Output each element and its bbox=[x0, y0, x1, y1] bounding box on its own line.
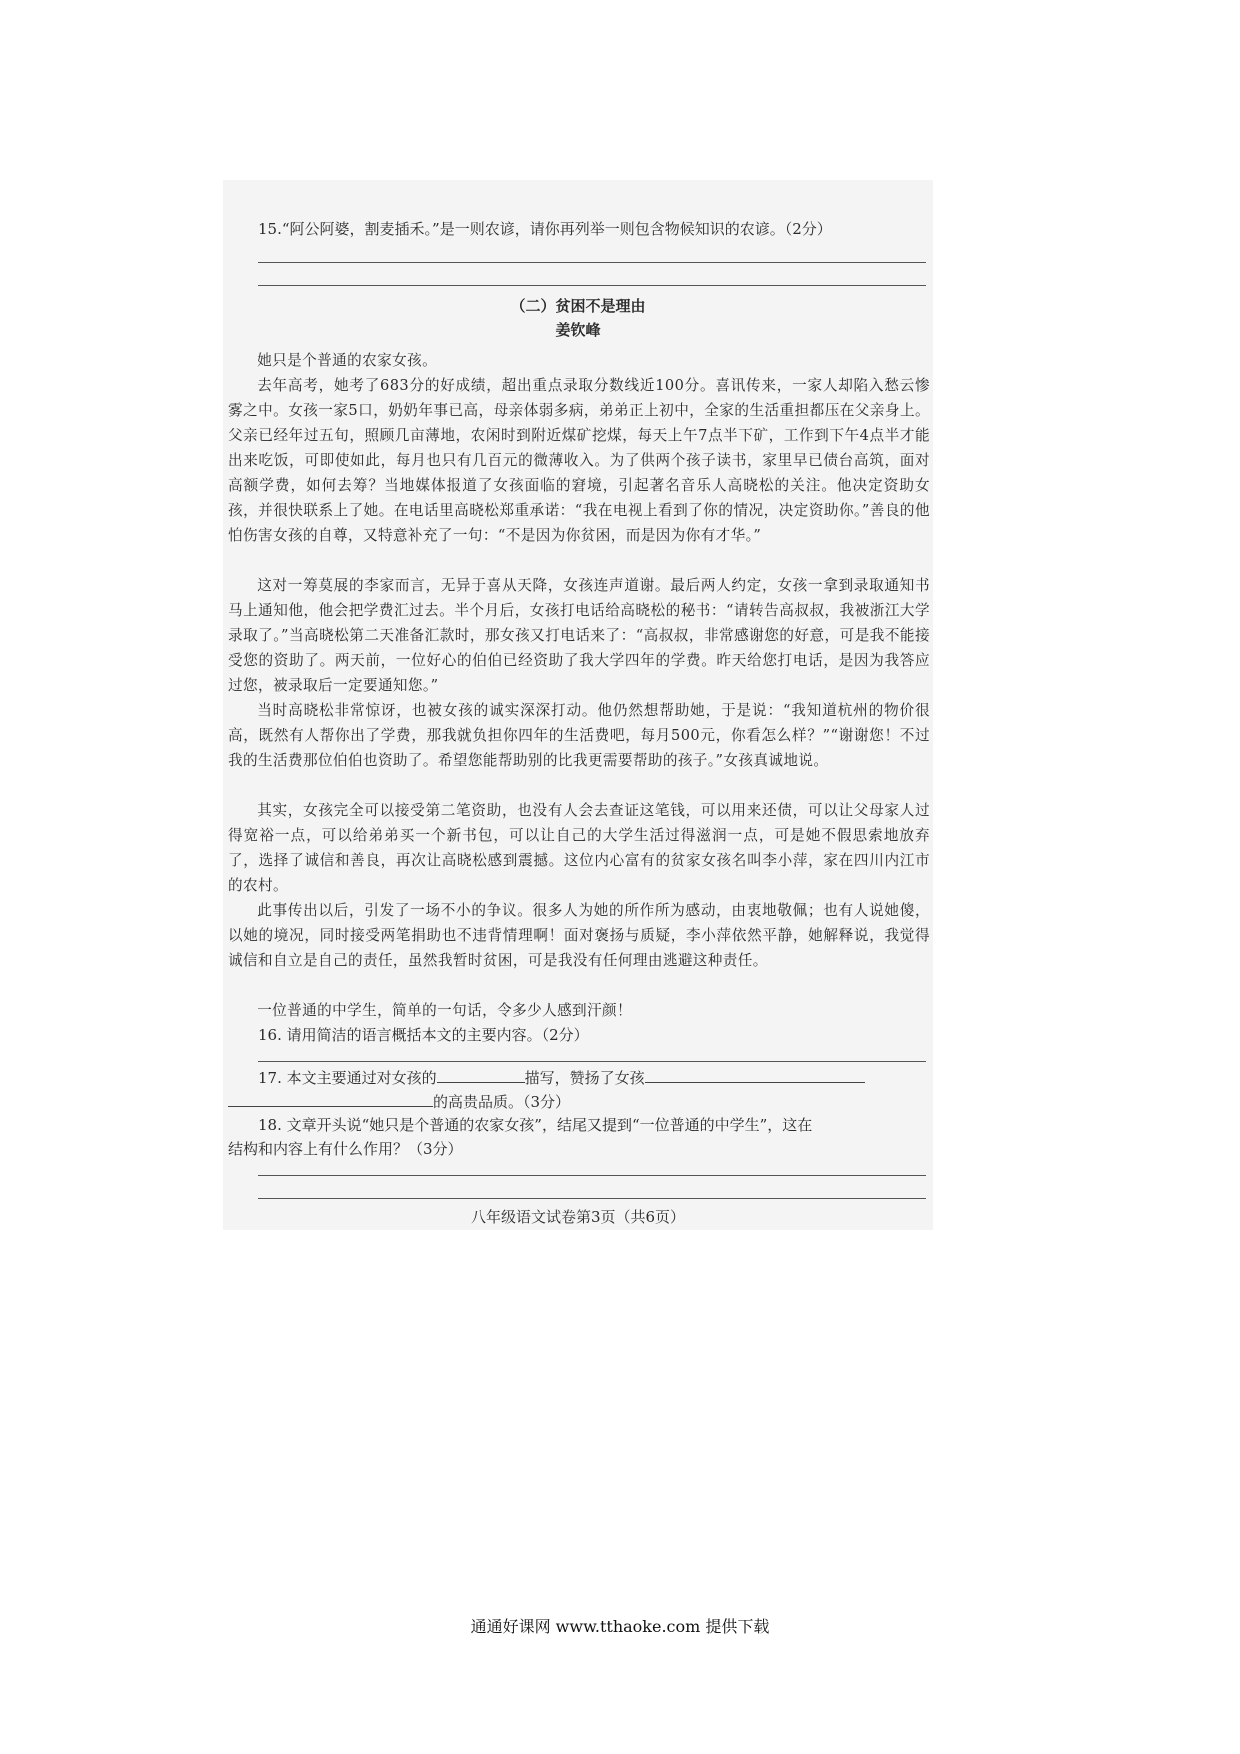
article-paragraph: 她只是个普通的农家女孩。 bbox=[257, 352, 438, 369]
fill-blank[interactable] bbox=[645, 1066, 865, 1083]
question-17-part1: 17. 本文主要通过对女孩的 bbox=[258, 1069, 437, 1087]
answer-line bbox=[258, 1061, 926, 1062]
article-author: 姜钦峰 bbox=[555, 321, 601, 339]
site-credit: 通通好课网 www.tthaoke.com 提供下载 bbox=[470, 1617, 770, 1636]
question-17-part2: 描写，赞扬了女孩 bbox=[524, 1069, 645, 1087]
answer-line bbox=[258, 262, 926, 263]
fill-blank[interactable] bbox=[228, 1090, 433, 1107]
question-18: 18. 文章开头说“她只是个普通的农家女孩”，结尾又提到“一位普通的中学生”，这在 bbox=[258, 1116, 813, 1134]
article-paragraph: 当时高晓松非常惊讶，也被女孩的诚实深深打动。他仍然想帮助她，于是说：“我知道杭州的物价很高，既然有人帮你出了学费，那我就负担你四年的生活费吧，每月500元，你看怎么样？”“谢谢您！不过我的生活费那位伯伯也资助了。希望您能帮助别的比我更需要帮助的孩子。”女孩真诚地说。 bbox=[228, 702, 930, 769]
section-title: （二）贫困不是理由 bbox=[510, 297, 646, 315]
article-paragraph: 这对一筹莫展的李家而言，无异于喜从天降，女孩连声道谢。最后两人约定，女孩一拿到录取通知书马上通知他，他会把学费汇过去。半个月后，女孩打电话给高晓松的秘书：“请转告高叔叔，我被浙江大学录取了。”当高晓松第二天准备汇款时，那女孩又打电话来了：“高叔叔，非常感谢您的好意，可是我不能接受您的资助了。两天前，一位好心的伯伯已经资助了我大学四年的学费。昨天给您打电话，是因为我答应过您，被录取后一定要通知您。” bbox=[228, 577, 930, 694]
article-paragraph: 去年高考，她考了683分的好成绩，超出重点录取分数线近100分。喜讯传来，一家人却陷入愁云惨雾之中。女孩一家5口，奶奶年事已高，母亲体弱多病，弟弟正上初中，全家的生活重担都压在父亲身上。父亲已经年过五旬，照顾几亩薄地，农闲时到附近煤矿挖煤，每天上午7点半下矿，工作到下午4点半才能出来吃饭，可即使如此，每月也只有几百元的微薄收入。为了供两个孩子读书，家里早已债台高筑，面对高额学费，如何去筹？当地媒体报道了女孩面临的窘境，引起著名音乐人高晓松的关注。他决定资助女孩，并很快联系上了她。在电话里高晓松郑重承诺：“我在电视上看到了你的情况，决定资助你。”善良的他怕伤害女孩的自尊，又特意补充了一句：“不是因为你贫困，而是因为你有才华。” bbox=[228, 377, 930, 544]
article-paragraph: 一位普通的中学生，简单的一句话，令多少人感到汗颜！ bbox=[257, 1002, 633, 1019]
question-17-part3: 的高贵品质。（3分） bbox=[433, 1093, 571, 1111]
article-paragraph: 此事传出以后，引发了一场不小的争议。很多人为她的所作所为感动，由衷地敬佩；也有人说她傻，以她的境况，同时接受两笔捐助也不违背情理啊！面对褒扬与质疑，李小萍依然平静，她解释说，我觉得诚信和自立是自己的责任，虽然我暂时贫困，可是我没有任何理由逃避这种责任。 bbox=[228, 902, 930, 969]
answer-line bbox=[258, 285, 926, 286]
exam-page-footer: 八年级语文试卷第3页（共6页） bbox=[470, 1208, 686, 1226]
article-paragraph: 其实，女孩完全可以接受第二笔资助，也没有人会去查证这笔钱，可以用来还债，可以让父母家人过得宽裕一点，可以给弟弟买一个新书包，可以让自己的大学生活过得滋润一点，可是她不假思索地放弃了，选择了诚信和善良，再次让高晓松感到震撼。这位内心富有的贫家女孩名叫李小萍，家在四川内江市的农村。 bbox=[228, 802, 930, 894]
answer-line bbox=[258, 1175, 926, 1176]
question-18-continued: 结构和内容上有什么作用？（3分） bbox=[228, 1140, 463, 1158]
question-17 bbox=[258, 1066, 865, 1089]
question-16: 16. 请用简洁的语言概括本文的主要内容。（2分） bbox=[258, 1026, 589, 1044]
fill-blank[interactable] bbox=[437, 1066, 525, 1083]
answer-line bbox=[258, 1198, 926, 1199]
question-15: 15.“阿公阿婆，割麦插禾。”是一则农谚，请你再列举一则包含物候知识的农谚。（2分） bbox=[258, 220, 832, 238]
question-17-continued bbox=[228, 1090, 570, 1113]
